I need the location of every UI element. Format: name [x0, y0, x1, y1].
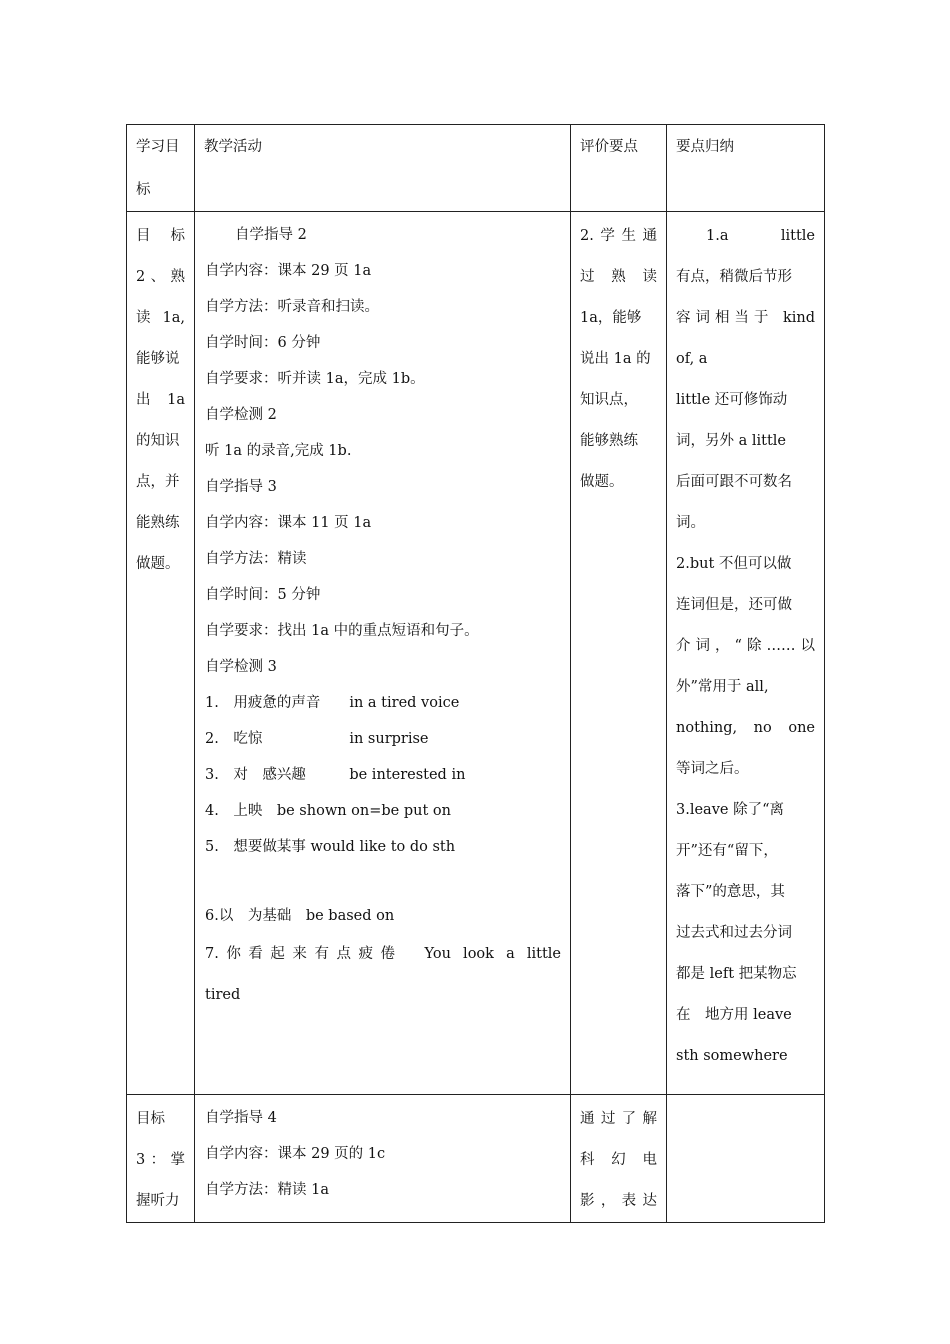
goal-line: 的知识	[136, 433, 180, 449]
goal-line: 握听力	[136, 1193, 180, 1209]
activity-line: 自学时间：5 分钟	[205, 587, 321, 603]
keypoint-line: 词，另外 a little	[676, 433, 787, 449]
header-keypoints-text: 要点归纳	[676, 139, 734, 155]
activity-line: 听 1a 的录音,完成 1b.	[205, 443, 352, 459]
keypoint-line: nothing, no one	[676, 720, 815, 736]
activity-4-cell	[195, 1095, 571, 1223]
goal-line: 2、熟	[136, 269, 185, 285]
goal-line: 目标	[136, 1111, 165, 1127]
header-key-points	[667, 125, 825, 212]
keypoint-line: 等词之后。	[676, 761, 749, 777]
goal-line: 目 标	[136, 228, 185, 244]
keypoint-line: 外”常用于 all,	[676, 679, 769, 695]
evaluation-line: 影，表达	[580, 1193, 657, 1209]
goal-2-cell	[127, 212, 195, 1095]
key-points-2-cell	[667, 212, 825, 1095]
header-goal-line: 标	[136, 182, 151, 198]
phrase-item: 5. 想要做某事 would like to do sth	[205, 839, 456, 855]
keypoint-line: 后面可跟不可数名	[676, 474, 792, 490]
keypoint-line: 有点，稍微后节形	[676, 269, 792, 285]
header-teaching-activity	[195, 125, 571, 212]
goal-line: 读 1a,	[136, 310, 185, 326]
activity-line: 自学检测 3	[205, 659, 277, 675]
header-activity-text: 教学活动	[204, 139, 262, 155]
activity-line: 自学方法：听录音和扫读。	[205, 299, 379, 315]
evaluation-line: 说出 1a 的	[580, 351, 651, 367]
keypoint-line: 容词相当于 kind	[676, 310, 815, 326]
keypoint-line: sth somewhere	[676, 1048, 788, 1064]
goal-line: 出 1a	[136, 392, 185, 408]
activity-line: 自学方法：精读	[205, 551, 307, 567]
phrase-item: 1. 用疲惫的声音 in a tired voice	[205, 695, 460, 711]
goal-line: 3：掌	[136, 1152, 185, 1168]
evaluation-line: 通过了解	[580, 1111, 657, 1127]
evaluation-line: 做题。	[580, 474, 624, 490]
keypoint-line: 在 地方用 leave	[676, 1007, 792, 1023]
goal-line: 能够说	[136, 351, 180, 367]
keypoint-line: 2.but 不但可以做	[676, 556, 792, 572]
activity-line: 自学要求：听并读 1a，完成 1b。	[205, 371, 425, 387]
activity-2-3-cell	[195, 212, 571, 1095]
row-goal-3	[127, 1095, 825, 1223]
header-evaluation-text: 评价要点	[580, 139, 638, 155]
keypoint-line: 3.leave 除了“离	[676, 802, 784, 818]
keypoint-line: 连词但是，还可做	[676, 597, 792, 613]
goal-line: 做题。	[136, 556, 180, 572]
phrase-item: 2. 吃惊 in surprise	[205, 731, 429, 747]
activity-line: 自学指导 3	[205, 479, 277, 495]
goal-line: 点，并	[136, 474, 180, 490]
keypoint-line: 开”还有“留下，	[676, 843, 778, 859]
evaluation-line: 知识点，	[580, 392, 638, 408]
activity-line: 自学指导 2	[235, 227, 307, 243]
activity-line: 自学内容：课本 29 页 1a	[205, 263, 372, 279]
row-goal-2	[127, 212, 825, 1095]
phrase-item-continued: tired	[205, 987, 241, 1003]
evaluation-line: 能够熟练	[580, 433, 638, 449]
keypoint-line: 1.a little	[706, 228, 815, 244]
spacer	[205, 865, 561, 898]
keypoint-line: 介词，“除……以	[676, 638, 815, 654]
phrase-item: 4. 上映 be shown on=be put on	[205, 803, 451, 819]
activity-line: 自学内容：课本 11 页 1a	[205, 515, 372, 531]
header-goal-line: 学习目	[136, 139, 180, 155]
keypoint-line: of, a	[676, 351, 708, 367]
keypoint-line: 过去式和过去分词	[676, 925, 792, 941]
keypoint-line: 都是 left 把某物忘	[676, 966, 797, 982]
evaluation-line: 2.学生通	[580, 228, 657, 244]
goal-line: 能熟练	[136, 515, 180, 531]
header-row	[127, 125, 825, 212]
phrase-item: 6.以 为基础 be based on	[205, 908, 395, 924]
keypoint-line: 词。	[676, 515, 705, 531]
phrase-item: 3. 对 感兴趣 be interested in	[205, 767, 466, 783]
activity-line: 自学方法：精读 1a	[205, 1182, 329, 1198]
keypoint-line: little 还可修饰动	[676, 392, 788, 408]
activity-line: 自学检测 2	[205, 407, 277, 423]
keypoint-line: 落下”的意思，其	[676, 884, 785, 900]
header-learning-goal	[127, 125, 195, 212]
lesson-plan-table	[126, 124, 825, 1223]
key-points-3-cell	[667, 1095, 825, 1223]
phrase-item: 7.你看起来有点疲倦 You look a little	[205, 946, 561, 962]
evaluation-2-cell	[571, 212, 667, 1095]
evaluation-line: 过 熟 读	[580, 269, 657, 285]
goal-3-cell	[127, 1095, 195, 1223]
header-evaluation	[571, 125, 667, 212]
evaluation-3-cell	[571, 1095, 667, 1223]
activity-line: 自学要求：找出 1a 中的重点短语和句子。	[205, 623, 479, 639]
evaluation-line: 科 幻 电	[580, 1152, 657, 1168]
activity-line: 自学内容：课本 29 页的 1c	[205, 1146, 386, 1162]
evaluation-line: 1a，能够	[580, 310, 642, 326]
activity-line: 自学时间：6 分钟	[205, 335, 321, 351]
activity-line: 自学指导 4	[205, 1110, 277, 1126]
